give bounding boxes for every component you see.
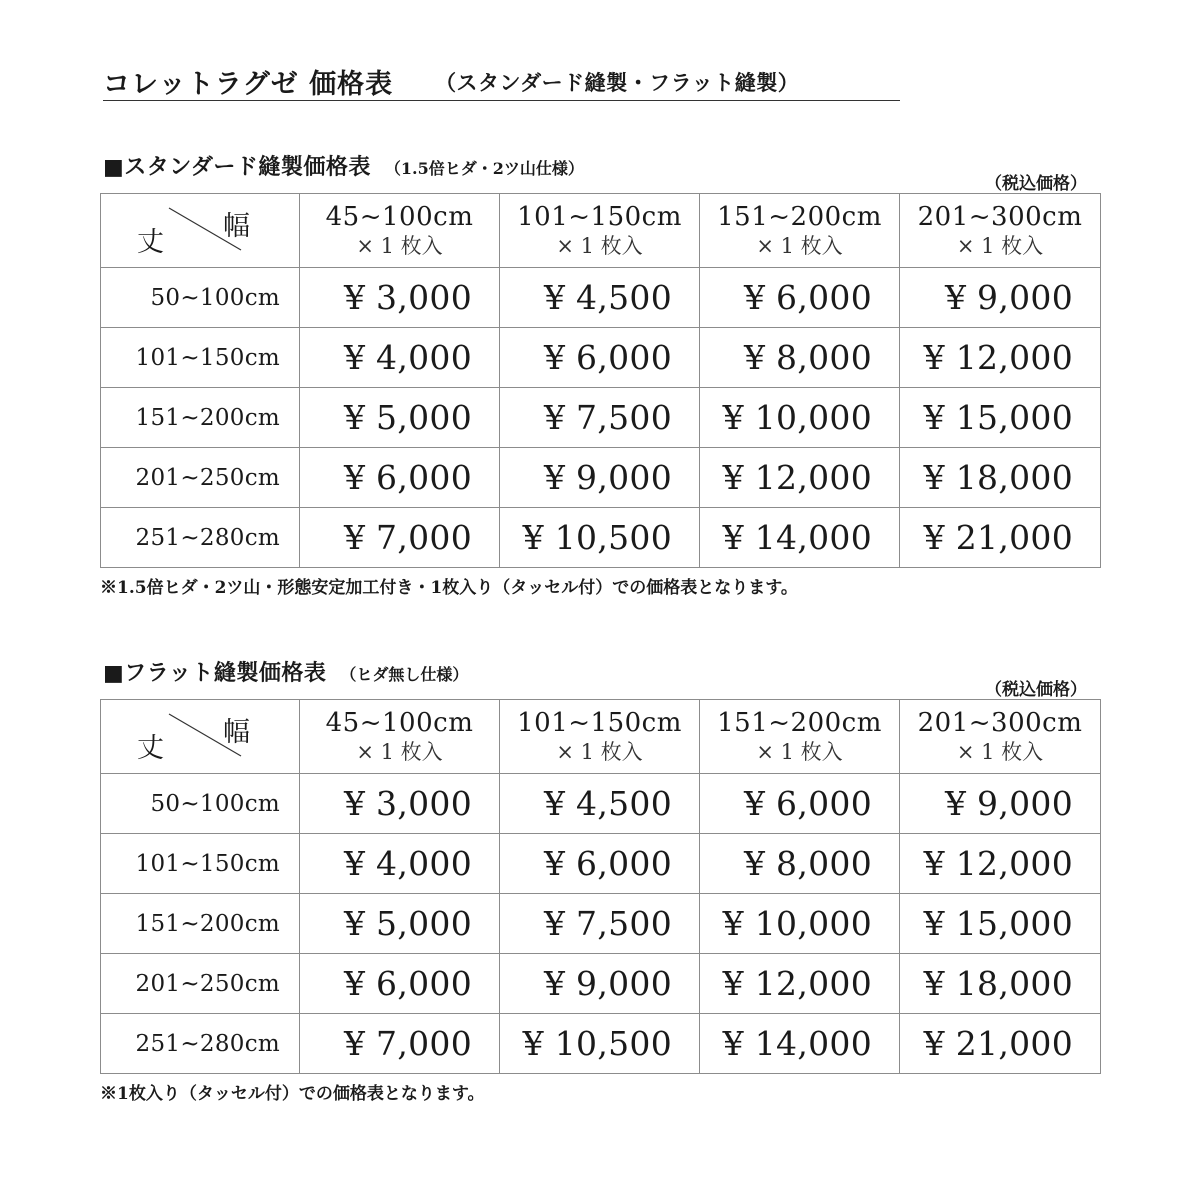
price-cell: ¥ 10,500: [500, 508, 700, 568]
column-qty: × 1 枚入: [556, 739, 643, 764]
row-label: 101~150cm: [101, 328, 300, 388]
price-cell: ¥ 3,000: [300, 268, 500, 328]
price-cell: ¥ 4,000: [300, 834, 500, 894]
page-title: コレットラグゼ 価格表: [103, 69, 394, 100]
corner-cell: [101, 700, 300, 774]
table-row: [101, 954, 1101, 1014]
price-cell: ¥ 6,000: [500, 834, 700, 894]
row-label: 201~250cm: [101, 954, 300, 1014]
price-cell: ¥ 7,500: [500, 894, 700, 954]
flat-section-note: （ヒダ無し仕様）: [340, 665, 469, 684]
standard-section-note: （1.5倍ヒダ・2ツ山仕様）: [384, 159, 584, 178]
column-header: [300, 700, 500, 774]
standard-section-header: [103, 150, 584, 181]
price-cell: ¥ 12,000: [700, 954, 900, 1014]
price-cell: ¥ 7,000: [300, 1014, 500, 1074]
price-cell: ¥ 6,000: [700, 268, 900, 328]
flat-footnote: ※1枚入り（タッセル付）での価格表となります。: [100, 1084, 485, 1104]
price-cell: ¥ 14,000: [700, 1014, 900, 1074]
price-cell: ¥ 7,500: [500, 388, 700, 448]
column-size: 101~150cm: [517, 201, 682, 232]
corner-cell: [101, 194, 300, 268]
standard-price-table: [100, 193, 1101, 568]
row-label: 251~280cm: [101, 508, 300, 568]
price-cell: ¥ 18,000: [900, 448, 1101, 508]
price-cell: ¥ 21,000: [900, 508, 1101, 568]
corner-width-label: 幅: [223, 717, 250, 748]
flat-tax-label: （税込価格）: [985, 680, 1087, 700]
column-header: [500, 700, 700, 774]
column-header: [700, 194, 900, 268]
price-cell: ¥ 9,000: [500, 954, 700, 1014]
column-qty: × 1 枚入: [756, 739, 843, 764]
price-cell: ¥ 9,000: [900, 268, 1101, 328]
flat-section-title: ■フラット縫製価格表: [103, 660, 327, 686]
row-label: 201~250cm: [101, 448, 300, 508]
column-qty: × 1 枚入: [356, 739, 443, 764]
price-cell: ¥ 15,000: [900, 388, 1101, 448]
standard-section-title: ■スタンダード縫製価格表: [103, 154, 371, 180]
price-cell: ¥ 12,000: [900, 834, 1101, 894]
price-cell: ¥ 4,500: [500, 774, 700, 834]
price-cell: ¥ 6,000: [300, 448, 500, 508]
corner-length-label: 丈: [137, 733, 164, 764]
table-row: [101, 448, 1101, 508]
corner-length-label: 丈: [137, 227, 164, 258]
table-row: [101, 834, 1101, 894]
table-row: [101, 388, 1101, 448]
page-subtitle: （スタンダード縫製・フラット縫製）: [435, 70, 800, 95]
price-cell: ¥ 6,000: [700, 774, 900, 834]
price-cell: ¥ 10,500: [500, 1014, 700, 1074]
row-label: 151~200cm: [101, 388, 300, 448]
price-cell: ¥ 9,000: [500, 448, 700, 508]
table-row: [101, 1014, 1101, 1074]
corner-width-label: 幅: [223, 211, 250, 242]
column-qty: × 1 枚入: [556, 233, 643, 258]
standard-footnote: ※1.5倍ヒダ・2ツ山・形態安定加工付き・1枚入り（タッセル付）での価格表となります。: [100, 578, 798, 598]
price-cell: ¥ 18,000: [900, 954, 1101, 1014]
price-cell: ¥ 7,000: [300, 508, 500, 568]
column-header: [500, 194, 700, 268]
column-header: [700, 700, 900, 774]
column-size: 201~300cm: [917, 707, 1083, 738]
price-cell: ¥ 10,000: [700, 894, 900, 954]
table-row: [101, 894, 1101, 954]
diagonal-divider: [101, 194, 300, 267]
row-label: 151~200cm: [101, 894, 300, 954]
table-header-row: [101, 700, 1101, 774]
table-row: [101, 328, 1101, 388]
price-cell: ¥ 4,000: [300, 328, 500, 388]
price-cell: ¥ 3,000: [300, 774, 500, 834]
column-qty: × 1 枚入: [356, 233, 443, 258]
price-cell: ¥ 5,000: [300, 894, 500, 954]
flat-section-header: [103, 656, 468, 687]
price-cell: ¥ 4,500: [500, 268, 700, 328]
price-cell: ¥ 5,000: [300, 388, 500, 448]
row-label: 50~100cm: [101, 774, 300, 834]
price-cell: ¥ 14,000: [700, 508, 900, 568]
row-label: 101~150cm: [101, 834, 300, 894]
column-size: 151~200cm: [717, 201, 882, 232]
price-cell: ¥ 6,000: [500, 328, 700, 388]
column-size: 101~150cm: [517, 707, 682, 738]
column-size: 151~200cm: [717, 707, 882, 738]
price-cell: ¥ 12,000: [900, 328, 1101, 388]
row-label: 50~100cm: [101, 268, 300, 328]
column-size: 45~100cm: [325, 201, 474, 232]
column-size: 201~300cm: [917, 201, 1083, 232]
price-cell: ¥ 6,000: [300, 954, 500, 1014]
row-label: 251~280cm: [101, 1014, 300, 1074]
column-header: [300, 194, 500, 268]
column-qty: × 1 枚入: [956, 233, 1044, 258]
table-row: [101, 508, 1101, 568]
column-size: 45~100cm: [325, 707, 474, 738]
price-cell: ¥ 10,000: [700, 388, 900, 448]
flat-price-table: [100, 699, 1101, 1074]
page-title-block: [103, 62, 900, 101]
standard-tax-label: （税込価格）: [985, 174, 1087, 194]
price-cell: ¥ 8,000: [700, 834, 900, 894]
price-cell: ¥ 12,000: [700, 448, 900, 508]
price-cell: ¥ 21,000: [900, 1014, 1101, 1074]
column-qty: × 1 枚入: [956, 739, 1044, 764]
price-cell: ¥ 8,000: [700, 328, 900, 388]
column-header: [900, 700, 1101, 774]
table-row: [101, 774, 1101, 834]
column-header: [900, 194, 1101, 268]
table-header-row: [101, 194, 1101, 268]
table-row: [101, 268, 1101, 328]
price-cell: ¥ 9,000: [900, 774, 1101, 834]
price-cell: ¥ 15,000: [900, 894, 1101, 954]
diagonal-divider: [101, 700, 300, 773]
column-qty: × 1 枚入: [756, 233, 843, 258]
